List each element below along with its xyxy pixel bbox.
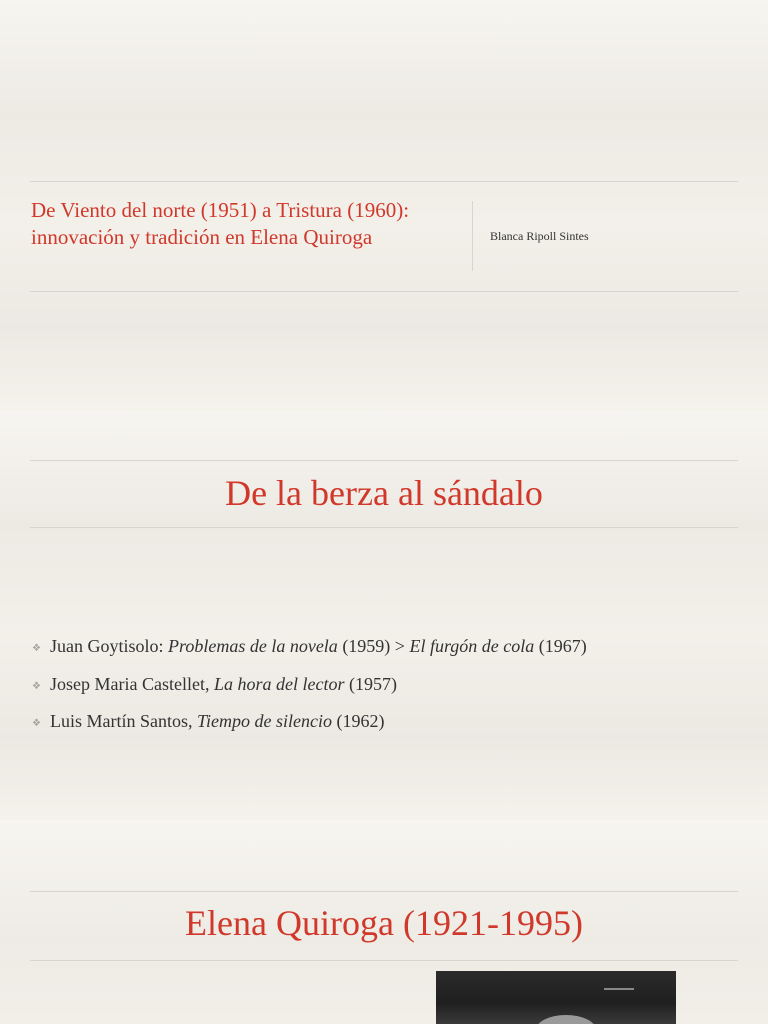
- bottom-rule: [30, 291, 738, 292]
- author-top-rule: [30, 891, 738, 892]
- portrait-photo: [436, 971, 676, 1024]
- item-year: (1962): [331, 711, 385, 731]
- author-bottom-rule: [30, 960, 738, 961]
- item-year: (1967): [534, 636, 587, 656]
- diamond-bullet-icon: ❖: [32, 680, 41, 692]
- list-item: [32, 672, 587, 710]
- section-top-rule: [30, 460, 738, 461]
- item-author: Josep Maria Castellet,: [50, 673, 214, 694]
- section-bottom-rule: [30, 527, 738, 528]
- diamond-bullet-icon: ❖: [32, 718, 41, 729]
- item-year: (1957): [344, 673, 397, 694]
- section-title: De la berza al sándalo: [225, 473, 543, 513]
- bullet-list: [32, 634, 587, 747]
- item-year: (1959) >: [337, 636, 410, 656]
- list-item: [32, 634, 587, 672]
- list-item: [32, 709, 587, 747]
- item-author: Luis Martín Santos,: [50, 711, 197, 731]
- diamond-bullet-icon: ❖: [32, 643, 41, 654]
- author-name: Blanca Ripoll Sintes: [490, 229, 589, 243]
- top-rule: [30, 181, 738, 182]
- item-author: Juan Goytisolo:: [50, 636, 169, 656]
- vertical-divider: [472, 201, 473, 271]
- item-work: Tiempo de silencio: [197, 711, 332, 731]
- item-work: El furgón de cola: [409, 636, 535, 656]
- item-work: Problemas de la novela: [168, 636, 338, 656]
- author-slide-title: Elena Quiroga (1921-1995): [185, 903, 583, 943]
- item-work: La hora del lector: [213, 673, 345, 694]
- presentation-title: De Viento del norte (1951) a Tristura (1960): innovación y tradición en Elena Quiroga: [31, 198, 410, 249]
